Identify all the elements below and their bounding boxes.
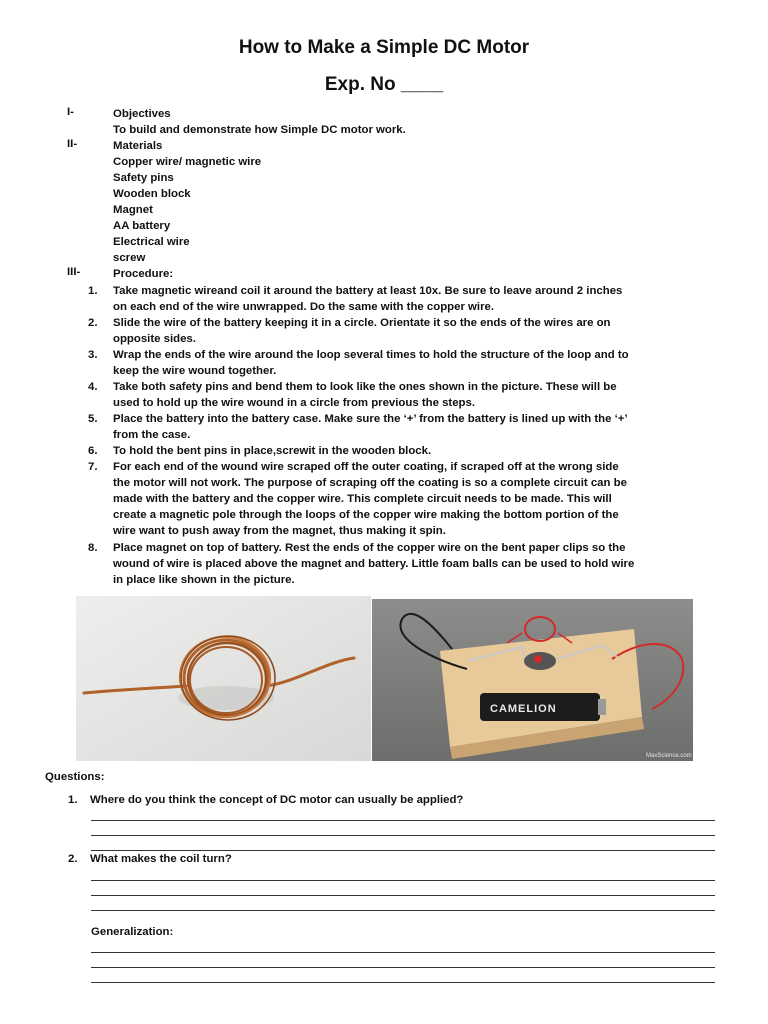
step-line: on each end of the wire unwrapped. Do the same with the copper wire. <box>113 301 495 313</box>
experiment-number: Exp. No ____ <box>324 74 444 95</box>
step-line: used to hold up the wire wound in a circle from previous the steps. <box>113 397 476 409</box>
step-number: 1. <box>88 285 98 297</box>
question-number: 2. <box>68 853 78 865</box>
step-number: 4. <box>88 381 98 393</box>
material-item: screw <box>113 252 146 264</box>
step-line: Slide the wire of the battery keeping it in a circle. Orientate it so the ends of the wires are on <box>113 317 611 329</box>
material-item: Electrical wire <box>113 236 190 248</box>
section-numeral-objectives: I- <box>67 106 74 118</box>
answer-line[interactable] <box>91 910 715 911</box>
step-number: 3. <box>88 349 98 361</box>
step-line: the motor will not work. The purpose of scraping off the coating is so a complete circuit can be <box>113 477 627 489</box>
material-item: Magnet <box>113 204 153 216</box>
step-line: in place like shown in the picture. <box>113 574 295 586</box>
answer-line[interactable] <box>91 982 715 983</box>
questions-heading: Questions: <box>45 771 105 783</box>
objectives-heading: Objectives <box>113 108 171 120</box>
step-line: wound of wire is placed above the magnet and battery. Little foam balls can be used to hold wire <box>113 558 635 570</box>
material-item: AA battery <box>113 220 171 232</box>
answer-line[interactable] <box>91 880 715 881</box>
objectives-text: To build and demonstrate how Simple DC motor work. <box>113 124 406 136</box>
copper-coil-photo <box>76 596 371 761</box>
step-line: keep the wire wound together. <box>113 365 277 377</box>
material-item: Wooden block <box>113 188 191 200</box>
section-numeral-procedure: III- <box>67 266 81 278</box>
assembled-motor-photo <box>372 599 693 761</box>
step-line: Take magnetic wireand coil it around the battery at least 10x. Be sure to leave around 2 inches <box>113 285 623 297</box>
question-text: What makes the coil turn? <box>90 853 232 865</box>
step-line: from the case. <box>113 429 191 441</box>
answer-line[interactable] <box>91 967 715 968</box>
step-line: For each end of the wound wire scraped off the outer coating, if scraped off at the wrong side <box>113 461 619 473</box>
step-line: Wrap the ends of the wire around the loop several times to hold the structure of the loop and to <box>113 349 629 361</box>
step-line: create a magnetic pole through the loops of the copper wire making the bottom portion of the <box>113 509 619 521</box>
step-number: 5. <box>88 413 98 425</box>
section-numeral-materials: II- <box>67 138 78 150</box>
step-line: opposite sides. <box>113 333 196 345</box>
step-line: wire want to push away from the magnet, thus making it spin. <box>113 525 446 537</box>
step-line: To hold the bent pins in place,screwit in the wooden block. <box>113 445 432 457</box>
step-line: Take both safety pins and bend them to look like the ones shown in the picture. These will be <box>113 381 617 393</box>
photo-credit: MaxScience.com <box>646 753 692 759</box>
question-text: Where do you think the concept of DC motor can usually be applied? <box>90 794 464 806</box>
step-number: 7. <box>88 461 98 473</box>
answer-line[interactable] <box>91 820 715 821</box>
procedure-heading: Procedure: <box>113 268 174 280</box>
question-number: 1. <box>68 794 78 806</box>
material-item: Copper wire/ magnetic wire <box>113 156 262 168</box>
material-item: Safety pins <box>113 172 174 184</box>
step-line: Place magnet on top of battery. Rest the ends of the copper wire on the bent paper clips so the <box>113 542 626 554</box>
step-number: 6. <box>88 445 98 457</box>
step-line: Place the battery into the battery case. Make sure the ‘+’ from the battery is lined up with the ‘+’ <box>113 413 628 425</box>
step-number: 8. <box>88 542 98 554</box>
step-number: 2. <box>88 317 98 329</box>
answer-line[interactable] <box>91 835 715 836</box>
answer-line[interactable] <box>91 952 715 953</box>
step-line: made with the battery and the copper wire. This complete circuit needs to be made. This will <box>113 493 612 505</box>
page-title: How to Make a Simple DC Motor <box>238 37 530 58</box>
answer-line[interactable] <box>91 895 715 896</box>
battery-label: CAMELION <box>490 703 557 715</box>
generalization-heading: Generalization: <box>91 926 174 938</box>
materials-heading: Materials <box>113 140 163 152</box>
